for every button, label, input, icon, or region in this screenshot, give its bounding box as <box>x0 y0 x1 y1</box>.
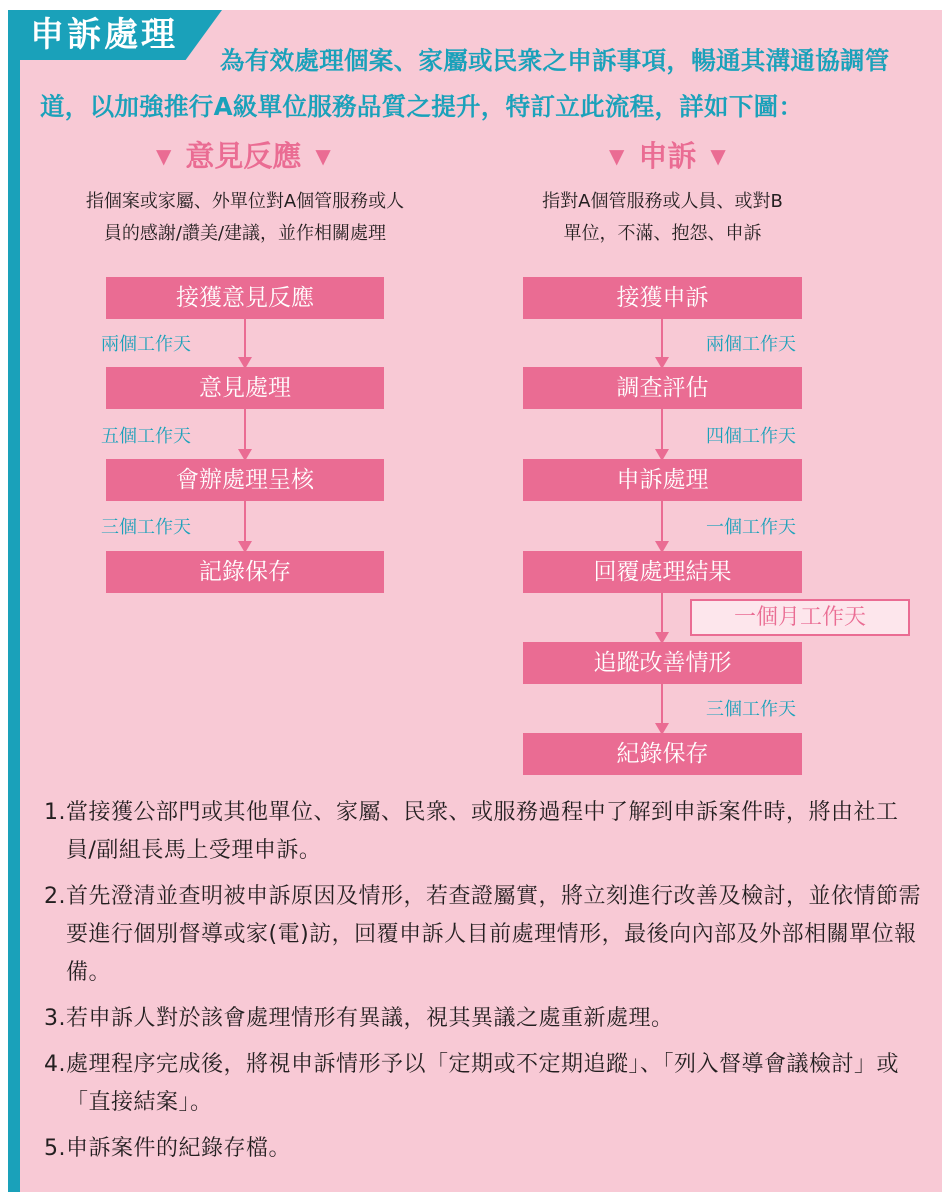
flow-step-receive-feedback: 接獲意見反應 <box>106 277 384 319</box>
left-heading-label: 意見反應 <box>185 139 302 173</box>
triangle-down-icon: ▼ <box>156 144 172 168</box>
duration-label: 兩個工作天 <box>101 334 191 355</box>
duration-label: 一個工作天 <box>706 517 796 538</box>
flow-step-receive-complaint: 接獲申訴 <box>523 277 802 319</box>
note-number: 3. <box>44 1006 66 1031</box>
flow-arrow <box>661 501 663 551</box>
description-line: 單位，不滿、抱怨、申訴 <box>563 223 762 244</box>
flow-arrow <box>244 501 246 551</box>
note-text: 當接獲公部門或其他單位、家屬、民衆、或服務過程中了解到申訴案件時，將由社工員/副組長馬上受理申訴。 <box>66 800 899 863</box>
right-heading-label: 申訴 <box>638 139 697 173</box>
duration-label: 兩個工作天 <box>706 334 796 355</box>
list-item <box>44 878 924 992</box>
flow-step-reply-result: 回覆處理結果 <box>523 551 802 593</box>
triangle-down-icon: ▼ <box>315 144 331 168</box>
right-column-heading <box>595 136 740 176</box>
right-column-description <box>490 186 835 250</box>
list-item <box>44 794 924 870</box>
left-accent-stripe <box>8 10 20 1192</box>
note-text: 若申訴人對於該會處理情形有異議，視其異議之處重新處理。 <box>66 1006 674 1031</box>
description-line: 指個案或家屬、外單位對A個管服務或人 <box>85 191 405 212</box>
flow-step-track-improvement: 追蹤改善情形 <box>523 642 802 684</box>
flow-step-handle-complaint: 申訴處理 <box>523 459 802 501</box>
duration-label: 五個工作天 <box>101 426 191 447</box>
duration-highlight-box: 一個月工作天 <box>690 599 910 636</box>
triangle-down-icon: ▼ <box>609 144 625 168</box>
duration-label: 三個工作天 <box>101 517 191 538</box>
flow-arrow <box>661 684 663 733</box>
duration-label: 三個工作天 <box>706 699 796 720</box>
flow-step-record: 記錄保存 <box>106 551 384 593</box>
list-item <box>44 1130 924 1168</box>
note-number: 4. <box>44 1052 66 1077</box>
flow-arrow <box>244 319 246 367</box>
note-number: 2. <box>44 884 66 909</box>
flow-arrow <box>661 409 663 459</box>
list-item <box>44 1046 924 1122</box>
flow-step-investigate: 調查評估 <box>523 367 802 409</box>
note-text: 首先澄清並查明被申訴原因及情形，若查證屬實，將立刻進行改善及檢討，並依情節需要進行個別督導或家(電)訪，回覆申訴人目前處理情形，最後向內部及外部相關單位報備。 <box>66 884 922 985</box>
list-item <box>44 1000 924 1038</box>
triangle-down-icon: ▼ <box>710 144 726 168</box>
note-text: 處理程序完成後，將視申訴情形予以「定期或不定期追蹤」、「列入督導會議檢討」或「直接結案」。 <box>66 1052 900 1115</box>
flow-step-handle-feedback: 意見處理 <box>106 367 384 409</box>
page-title: 申訴處理 <box>30 15 178 55</box>
note-number: 5. <box>44 1136 66 1161</box>
note-text: 申訴案件的紀錄存檔。 <box>66 1136 292 1161</box>
flow-step-review: 會辦處理呈核 <box>106 459 384 501</box>
flow-arrow <box>244 409 246 459</box>
flow-arrow <box>661 593 663 642</box>
duration-label: 四個工作天 <box>706 426 796 447</box>
left-column-description <box>60 186 430 250</box>
intro-text: 為有效處理個案、家屬或民衆之申訴事項，暢通其溝通協調管道，以加強推行A級單位服務品質之提升，特訂立此流程，詳如下圖： <box>40 46 890 121</box>
flow-arrow <box>661 319 663 367</box>
note-number: 1. <box>44 800 66 825</box>
notes-list <box>44 794 924 1176</box>
description-line: 指對A個管服務或人員、或對B <box>542 191 783 212</box>
flow-step-archive: 紀錄保存 <box>523 733 802 775</box>
description-line: 員的感謝/讚美/建議，並作相關處理 <box>103 223 387 244</box>
left-column-heading <box>142 136 345 176</box>
